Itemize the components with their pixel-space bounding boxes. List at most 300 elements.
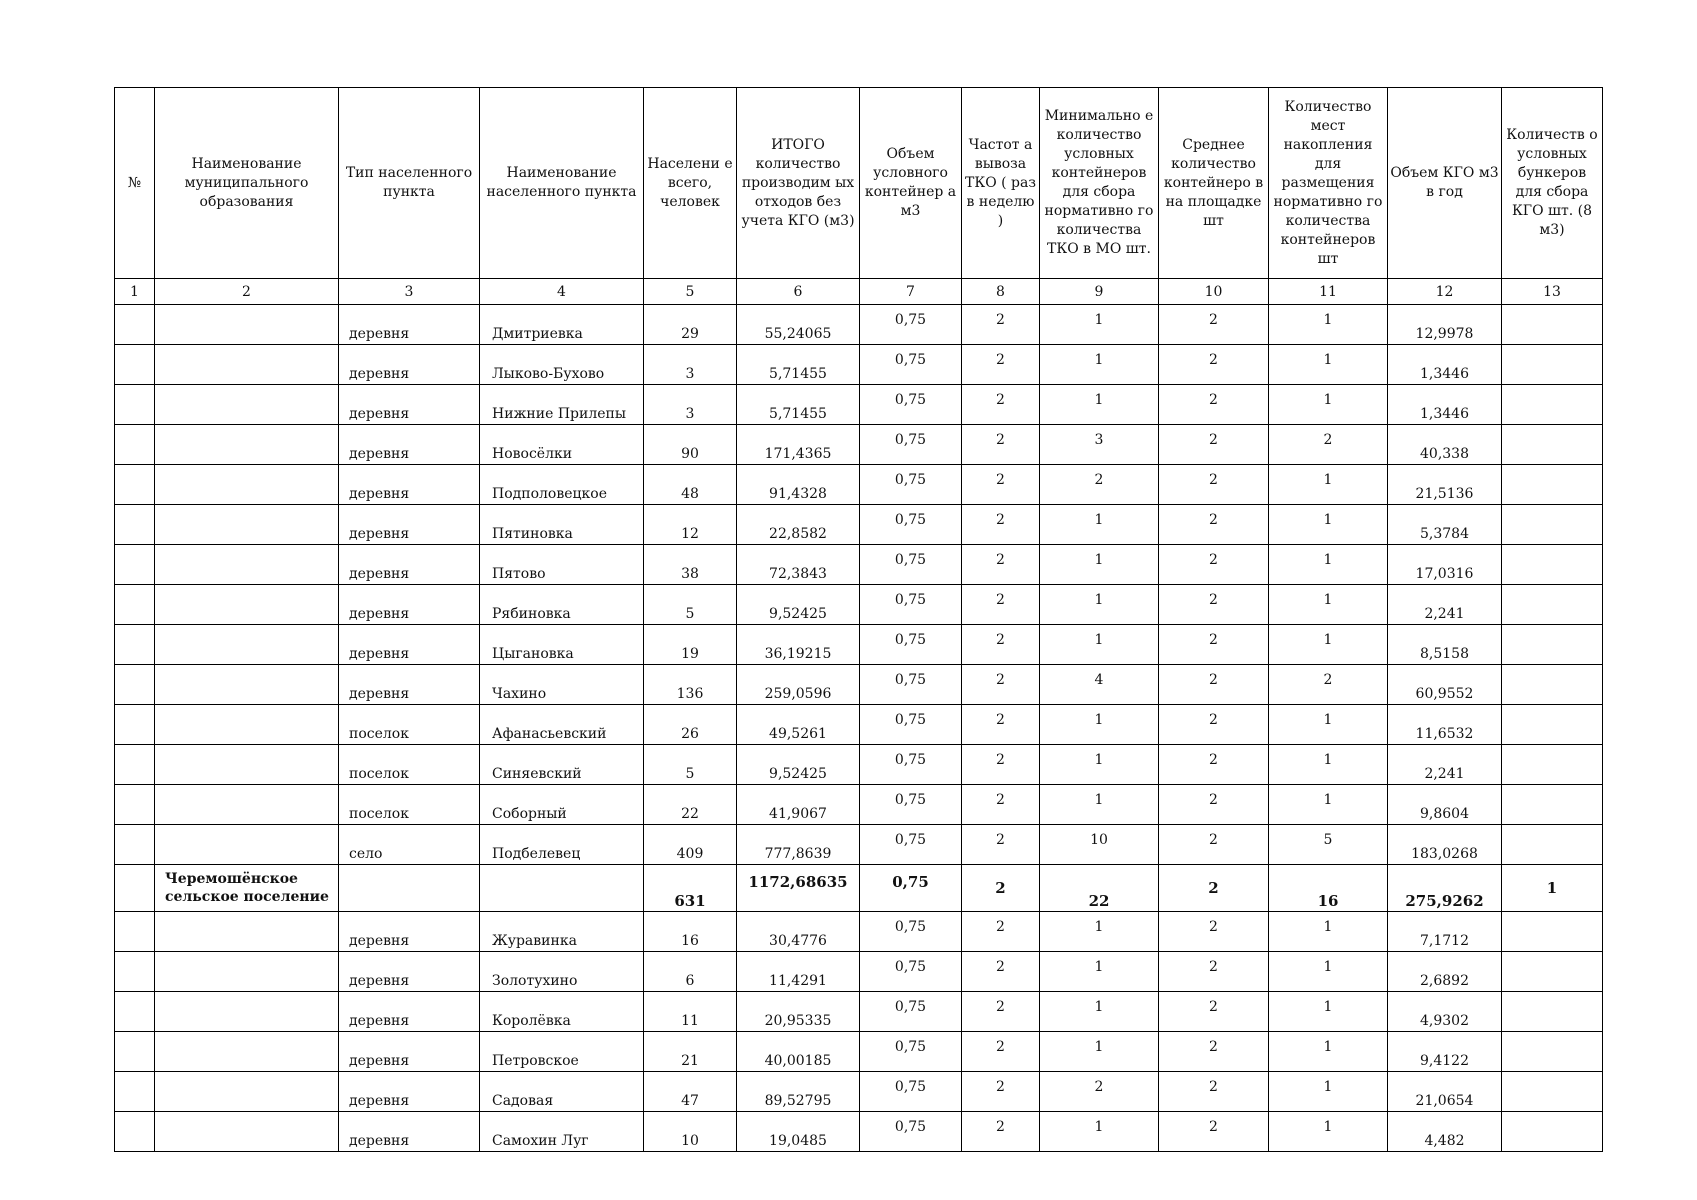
cell-collection-places: 1 — [1269, 952, 1388, 992]
cell-population: 26 — [644, 705, 737, 745]
cell-collection-frequency: 2 — [962, 665, 1040, 705]
table-row — [115, 1032, 1603, 1072]
cell-settlement-type: деревня — [339, 505, 480, 545]
table-row — [115, 385, 1603, 425]
cell-total-waste: 777,8639 — [737, 825, 860, 865]
cell-kgo-volume: 21,0654 — [1388, 1072, 1502, 1112]
cell-number — [115, 505, 155, 545]
cell-kgo-bunkers — [1502, 345, 1603, 385]
cell-number — [115, 785, 155, 825]
cell-min-containers: 1 — [1040, 1112, 1159, 1152]
cell-min-containers: 1 — [1040, 912, 1159, 952]
cell-min-containers: 3 — [1040, 425, 1159, 465]
cell-kgo-volume: 21,5136 — [1388, 465, 1502, 505]
cell-settlement-type: деревня — [339, 305, 480, 345]
header-row — [115, 88, 1603, 279]
cell-kgo-volume: 2,241 — [1388, 585, 1502, 625]
cell-population: 47 — [644, 1072, 737, 1112]
summary-row — [115, 865, 1603, 912]
cell-avg-containers: 2 — [1159, 305, 1269, 345]
table-row — [115, 665, 1603, 705]
cell-avg-containers: 2 — [1159, 545, 1269, 585]
cell-container-volume: 0,75 — [860, 585, 962, 625]
cell-total-waste: 5,71455 — [737, 385, 860, 425]
cell-population: 631 — [644, 865, 737, 912]
cell-municipality — [155, 305, 339, 345]
cell-collection-frequency: 2 — [962, 865, 1040, 912]
column-number: 7 — [860, 279, 962, 305]
cell-settlement-name: Афанасьевский — [480, 705, 644, 745]
cell-number — [115, 305, 155, 345]
cell-kgo-bunkers — [1502, 745, 1603, 785]
cell-number — [115, 465, 155, 505]
cell-avg-containers: 2 — [1159, 625, 1269, 665]
cell-municipality — [155, 992, 339, 1032]
col-header-number: № — [115, 88, 155, 279]
cell-settlement-type: деревня — [339, 1032, 480, 1072]
table-row — [115, 705, 1603, 745]
cell-municipality — [155, 345, 339, 385]
cell-kgo-bunkers — [1502, 705, 1603, 745]
cell-total-waste: 30,4776 — [737, 912, 860, 952]
column-number: 3 — [339, 279, 480, 305]
cell-avg-containers: 2 — [1159, 505, 1269, 545]
column-number: 4 — [480, 279, 644, 305]
cell-municipality — [155, 425, 339, 465]
cell-settlement-type: деревня — [339, 665, 480, 705]
cell-settlement-name: Журавинка — [480, 912, 644, 952]
column-number: 12 — [1388, 279, 1502, 305]
cell-container-volume: 0,75 — [860, 825, 962, 865]
col-header-min-containers: Минимально е количество условных контейнеров для сбора нормативно го количества ТКО в МО шт. — [1040, 88, 1159, 279]
cell-container-volume: 0,75 — [860, 865, 962, 912]
cell-settlement-name: Пятиновка — [480, 505, 644, 545]
column-number: 2 — [155, 279, 339, 305]
cell-collection-places: 1 — [1269, 465, 1388, 505]
cell-container-volume: 0,75 — [860, 1072, 962, 1112]
cell-min-containers: 1 — [1040, 505, 1159, 545]
column-number: 13 — [1502, 279, 1603, 305]
cell-population: 6 — [644, 952, 737, 992]
cell-collection-frequency: 2 — [962, 745, 1040, 785]
cell-min-containers: 1 — [1040, 625, 1159, 665]
cell-kgo-volume: 60,9552 — [1388, 665, 1502, 705]
cell-settlement-type: деревня — [339, 385, 480, 425]
cell-collection-places: 1 — [1269, 785, 1388, 825]
cell-container-volume: 0,75 — [860, 745, 962, 785]
column-number: 5 — [644, 279, 737, 305]
cell-total-waste: 259,0596 — [737, 665, 860, 705]
cell-min-containers: 4 — [1040, 665, 1159, 705]
cell-settlement-name: Петровское — [480, 1032, 644, 1072]
cell-number — [115, 545, 155, 585]
cell-municipality — [155, 465, 339, 505]
table-row — [115, 545, 1603, 585]
table-row — [115, 825, 1603, 865]
cell-collection-places: 1 — [1269, 912, 1388, 952]
cell-settlement-name: Дмитриевка — [480, 305, 644, 345]
cell-settlement-name: Лыково-Бухово — [480, 345, 644, 385]
cell-settlement-name: Самохин Луг — [480, 1112, 644, 1152]
cell-number — [115, 665, 155, 705]
table-row — [115, 912, 1603, 952]
cell-kgo-volume: 4,482 — [1388, 1112, 1502, 1152]
cell-number — [115, 1072, 155, 1112]
table-body — [115, 305, 1603, 1152]
cell-population: 136 — [644, 665, 737, 705]
cell-avg-containers: 2 — [1159, 425, 1269, 465]
table-row — [115, 425, 1603, 465]
cell-kgo-volume: 183,0268 — [1388, 825, 1502, 865]
cell-settlement-type: деревня — [339, 992, 480, 1032]
cell-kgo-volume: 11,6532 — [1388, 705, 1502, 745]
cell-container-volume: 0,75 — [860, 625, 962, 665]
cell-kgo-bunkers — [1502, 425, 1603, 465]
cell-container-volume: 0,75 — [860, 545, 962, 585]
table-row — [115, 785, 1603, 825]
cell-settlement-name: Цыгановка — [480, 625, 644, 665]
cell-settlement-type: деревня — [339, 465, 480, 505]
col-header-avg-containers: Среднее количество контейнеро в на площадке шт — [1159, 88, 1269, 279]
cell-total-waste: 55,24065 — [737, 305, 860, 345]
cell-settlement-type: деревня — [339, 545, 480, 585]
cell-number — [115, 992, 155, 1032]
cell-population: 11 — [644, 992, 737, 1032]
cell-min-containers: 1 — [1040, 785, 1159, 825]
cell-settlement-name — [480, 865, 644, 912]
cell-collection-places: 5 — [1269, 825, 1388, 865]
cell-settlement-type: деревня — [339, 425, 480, 465]
cell-settlement-type: поселок — [339, 785, 480, 825]
cell-kgo-volume: 2,6892 — [1388, 952, 1502, 992]
cell-total-waste: 91,4328 — [737, 465, 860, 505]
cell-number — [115, 625, 155, 665]
cell-kgo-bunkers — [1502, 1072, 1603, 1112]
cell-kgo-bunkers — [1502, 992, 1603, 1032]
cell-kgo-bunkers — [1502, 625, 1603, 665]
cell-avg-containers: 2 — [1159, 585, 1269, 625]
col-header-collection-places: Количество мест накопления для размещения нормативно го количества контейнеров шт — [1269, 88, 1388, 279]
cell-container-volume: 0,75 — [860, 992, 962, 1032]
col-header-kgo-volume: Объем КГО м3 в год — [1388, 88, 1502, 279]
cell-collection-places: 1 — [1269, 545, 1388, 585]
cell-collection-frequency: 2 — [962, 585, 1040, 625]
cell-population: 12 — [644, 505, 737, 545]
cell-settlement-name: Соборный — [480, 785, 644, 825]
cell-number — [115, 825, 155, 865]
column-number: 1 — [115, 279, 155, 305]
cell-kgo-volume: 8,5158 — [1388, 625, 1502, 665]
cell-settlement-name: Новосёлки — [480, 425, 644, 465]
cell-settlement-name: Садовая — [480, 1072, 644, 1112]
cell-collection-places: 1 — [1269, 305, 1388, 345]
cell-min-containers: 1 — [1040, 385, 1159, 425]
cell-avg-containers: 2 — [1159, 385, 1269, 425]
cell-municipality — [155, 1072, 339, 1112]
col-header-total-waste: ИТОГО количество производим ых отходов без учета КГО (м3) — [737, 88, 860, 279]
cell-collection-frequency: 2 — [962, 345, 1040, 385]
cell-avg-containers: 2 — [1159, 1112, 1269, 1152]
cell-population: 19 — [644, 625, 737, 665]
cell-municipality — [155, 785, 339, 825]
cell-population: 90 — [644, 425, 737, 465]
cell-min-containers: 1 — [1040, 585, 1159, 625]
cell-total-waste: 89,52795 — [737, 1072, 860, 1112]
cell-avg-containers: 2 — [1159, 465, 1269, 505]
cell-settlement-type: деревня — [339, 585, 480, 625]
cell-municipality — [155, 505, 339, 545]
cell-container-volume: 0,75 — [860, 425, 962, 465]
cell-number — [115, 385, 155, 425]
cell-population: 38 — [644, 545, 737, 585]
cell-settlement-name: Чахино — [480, 665, 644, 705]
cell-total-waste: 20,95335 — [737, 992, 860, 1032]
cell-collection-frequency: 2 — [962, 425, 1040, 465]
cell-collection-frequency: 2 — [962, 705, 1040, 745]
cell-population: 16 — [644, 912, 737, 952]
cell-collection-frequency: 2 — [962, 385, 1040, 425]
cell-kgo-bunkers — [1502, 912, 1603, 952]
cell-population: 48 — [644, 465, 737, 505]
cell-avg-containers: 2 — [1159, 745, 1269, 785]
cell-kgo-bunkers — [1502, 785, 1603, 825]
col-header-collection-frequency: Частот а вывоза ТКО ( раз в неделю ) — [962, 88, 1040, 279]
table-row — [115, 1072, 1603, 1112]
cell-kgo-volume: 17,0316 — [1388, 545, 1502, 585]
cell-collection-places: 1 — [1269, 345, 1388, 385]
cell-avg-containers: 2 — [1159, 785, 1269, 825]
cell-collection-frequency: 2 — [962, 305, 1040, 345]
cell-number — [115, 865, 155, 912]
cell-total-waste: 19,0485 — [737, 1112, 860, 1152]
cell-min-containers: 1 — [1040, 992, 1159, 1032]
cell-population: 21 — [644, 1032, 737, 1072]
cell-collection-frequency: 2 — [962, 825, 1040, 865]
cell-collection-frequency: 2 — [962, 1112, 1040, 1152]
cell-kgo-volume: 275,9262 — [1388, 865, 1502, 912]
column-number: 10 — [1159, 279, 1269, 305]
cell-kgo-bunkers — [1502, 665, 1603, 705]
cell-collection-frequency: 2 — [962, 912, 1040, 952]
cell-population: 29 — [644, 305, 737, 345]
cell-avg-containers: 2 — [1159, 345, 1269, 385]
cell-collection-places: 1 — [1269, 625, 1388, 665]
cell-collection-frequency: 2 — [962, 992, 1040, 1032]
cell-kgo-bunkers — [1502, 1112, 1603, 1152]
cell-kgo-volume: 5,3784 — [1388, 505, 1502, 545]
cell-min-containers: 2 — [1040, 1072, 1159, 1112]
cell-total-waste: 49,5261 — [737, 705, 860, 745]
cell-min-containers: 1 — [1040, 305, 1159, 345]
cell-container-volume: 0,75 — [860, 952, 962, 992]
table-row — [115, 625, 1603, 665]
cell-total-waste: 72,3843 — [737, 545, 860, 585]
cell-collection-places: 1 — [1269, 745, 1388, 785]
cell-number — [115, 425, 155, 465]
cell-collection-places: 1 — [1269, 1072, 1388, 1112]
cell-settlement-type: деревня — [339, 912, 480, 952]
cell-min-containers: 2 — [1040, 465, 1159, 505]
cell-collection-frequency: 2 — [962, 1032, 1040, 1072]
cell-total-waste: 1172,68635 — [737, 865, 860, 912]
cell-municipality — [155, 705, 339, 745]
cell-container-volume: 0,75 — [860, 1032, 962, 1072]
cell-settlement-type: деревня — [339, 952, 480, 992]
cell-population: 5 — [644, 585, 737, 625]
cell-container-volume: 0,75 — [860, 785, 962, 825]
cell-collection-places: 1 — [1269, 1032, 1388, 1072]
cell-municipality — [155, 665, 339, 705]
cell-collection-places: 1 — [1269, 505, 1388, 545]
cell-total-waste: 5,71455 — [737, 345, 860, 385]
cell-min-containers: 1 — [1040, 345, 1159, 385]
cell-collection-frequency: 2 — [962, 505, 1040, 545]
cell-population: 3 — [644, 385, 737, 425]
cell-kgo-bunkers — [1502, 465, 1603, 505]
cell-kgo-bunkers — [1502, 585, 1603, 625]
cell-collection-places: 16 — [1269, 865, 1388, 912]
cell-min-containers: 1 — [1040, 745, 1159, 785]
cell-collection-places: 1 — [1269, 992, 1388, 1032]
cell-number — [115, 705, 155, 745]
cell-municipality — [155, 1032, 339, 1072]
cell-container-volume: 0,75 — [860, 305, 962, 345]
cell-collection-frequency: 2 — [962, 952, 1040, 992]
cell-settlement-type: село — [339, 825, 480, 865]
cell-municipality — [155, 545, 339, 585]
cell-number — [115, 345, 155, 385]
cell-settlement-type: поселок — [339, 705, 480, 745]
cell-kgo-volume: 1,3446 — [1388, 345, 1502, 385]
table-row — [115, 465, 1603, 505]
cell-min-containers: 1 — [1040, 705, 1159, 745]
cell-avg-containers: 2 — [1159, 952, 1269, 992]
cell-total-waste: 36,19215 — [737, 625, 860, 665]
column-number: 11 — [1269, 279, 1388, 305]
cell-population: 5 — [644, 745, 737, 785]
cell-municipality — [155, 385, 339, 425]
cell-collection-places: 1 — [1269, 585, 1388, 625]
cell-number — [115, 745, 155, 785]
cell-number — [115, 912, 155, 952]
cell-population: 3 — [644, 345, 737, 385]
cell-municipality — [155, 952, 339, 992]
cell-min-containers: 1 — [1040, 545, 1159, 585]
cell-min-containers: 22 — [1040, 865, 1159, 912]
cell-number — [115, 952, 155, 992]
table-row — [115, 505, 1603, 545]
table-row — [115, 1112, 1603, 1152]
cell-avg-containers: 2 — [1159, 992, 1269, 1032]
cell-container-volume: 0,75 — [860, 345, 962, 385]
cell-settlement-name: Королёвка — [480, 992, 644, 1032]
cell-collection-places: 2 — [1269, 665, 1388, 705]
cell-kgo-bunkers — [1502, 1032, 1603, 1072]
cell-avg-containers: 2 — [1159, 825, 1269, 865]
table-row — [115, 745, 1603, 785]
cell-kgo-volume: 12,9978 — [1388, 305, 1502, 345]
cell-kgo-bunkers — [1502, 385, 1603, 425]
cell-municipality: Черемошёнское сельское поселение — [155, 865, 339, 912]
cell-collection-places: 1 — [1269, 705, 1388, 745]
cell-settlement-type: деревня — [339, 625, 480, 665]
cell-kgo-volume: 7,1712 — [1388, 912, 1502, 952]
cell-settlement-name: Пятово — [480, 545, 644, 585]
cell-avg-containers: 2 — [1159, 1072, 1269, 1112]
waste-table — [114, 87, 1603, 1152]
cell-kgo-volume: 4,9302 — [1388, 992, 1502, 1032]
cell-municipality — [155, 825, 339, 865]
column-number: 6 — [737, 279, 860, 305]
cell-min-containers: 1 — [1040, 952, 1159, 992]
cell-settlement-type: деревня — [339, 1112, 480, 1152]
cell-kgo-bunkers — [1502, 305, 1603, 345]
cell-collection-frequency: 2 — [962, 545, 1040, 585]
cell-container-volume: 0,75 — [860, 665, 962, 705]
cell-container-volume: 0,75 — [860, 505, 962, 545]
cell-settlement-name: Рябиновка — [480, 585, 644, 625]
cell-collection-frequency: 2 — [962, 465, 1040, 505]
cell-kgo-volume: 1,3446 — [1388, 385, 1502, 425]
cell-municipality — [155, 1112, 339, 1152]
cell-number — [115, 1032, 155, 1072]
cell-kgo-volume: 40,338 — [1388, 425, 1502, 465]
cell-kgo-bunkers — [1502, 952, 1603, 992]
cell-settlement-name: Золотухино — [480, 952, 644, 992]
cell-settlement-name: Подбелевец — [480, 825, 644, 865]
cell-container-volume: 0,75 — [860, 1112, 962, 1152]
cell-settlement-type: деревня — [339, 1072, 480, 1112]
cell-collection-frequency: 2 — [962, 1072, 1040, 1112]
cell-total-waste: 11,4291 — [737, 952, 860, 992]
cell-container-volume: 0,75 — [860, 912, 962, 952]
cell-container-volume: 0,75 — [860, 705, 962, 745]
cell-kgo-bunkers — [1502, 825, 1603, 865]
cell-avg-containers: 2 — [1159, 1032, 1269, 1072]
cell-settlement-name: Синяевский — [480, 745, 644, 785]
column-number: 8 — [962, 279, 1040, 305]
cell-settlement-name: Подполовецкое — [480, 465, 644, 505]
cell-population: 22 — [644, 785, 737, 825]
cell-total-waste: 9,52425 — [737, 585, 860, 625]
cell-settlement-name: Нижние Прилепы — [480, 385, 644, 425]
col-header-settlement-name: Наименование населенного пункта — [480, 88, 644, 279]
col-header-container-volume: Объем условного контейнер а м3 — [860, 88, 962, 279]
cell-collection-places: 2 — [1269, 425, 1388, 465]
cell-total-waste: 171,4365 — [737, 425, 860, 465]
cell-kgo-bunkers: 1 — [1502, 865, 1603, 912]
cell-collection-places: 1 — [1269, 385, 1388, 425]
column-number: 9 — [1040, 279, 1159, 305]
cell-municipality — [155, 745, 339, 785]
cell-min-containers: 10 — [1040, 825, 1159, 865]
cell-settlement-type: деревня — [339, 345, 480, 385]
cell-number — [115, 1112, 155, 1152]
cell-settlement-type: поселок — [339, 745, 480, 785]
cell-avg-containers: 2 — [1159, 705, 1269, 745]
table-row — [115, 952, 1603, 992]
cell-kgo-volume: 9,4122 — [1388, 1032, 1502, 1072]
cell-collection-frequency: 2 — [962, 785, 1040, 825]
cell-kgo-volume: 9,8604 — [1388, 785, 1502, 825]
cell-avg-containers: 2 — [1159, 865, 1269, 912]
cell-container-volume: 0,75 — [860, 385, 962, 425]
cell-municipality — [155, 912, 339, 952]
cell-number — [115, 585, 155, 625]
cell-kgo-bunkers — [1502, 505, 1603, 545]
table-row — [115, 992, 1603, 1032]
cell-municipality — [155, 585, 339, 625]
